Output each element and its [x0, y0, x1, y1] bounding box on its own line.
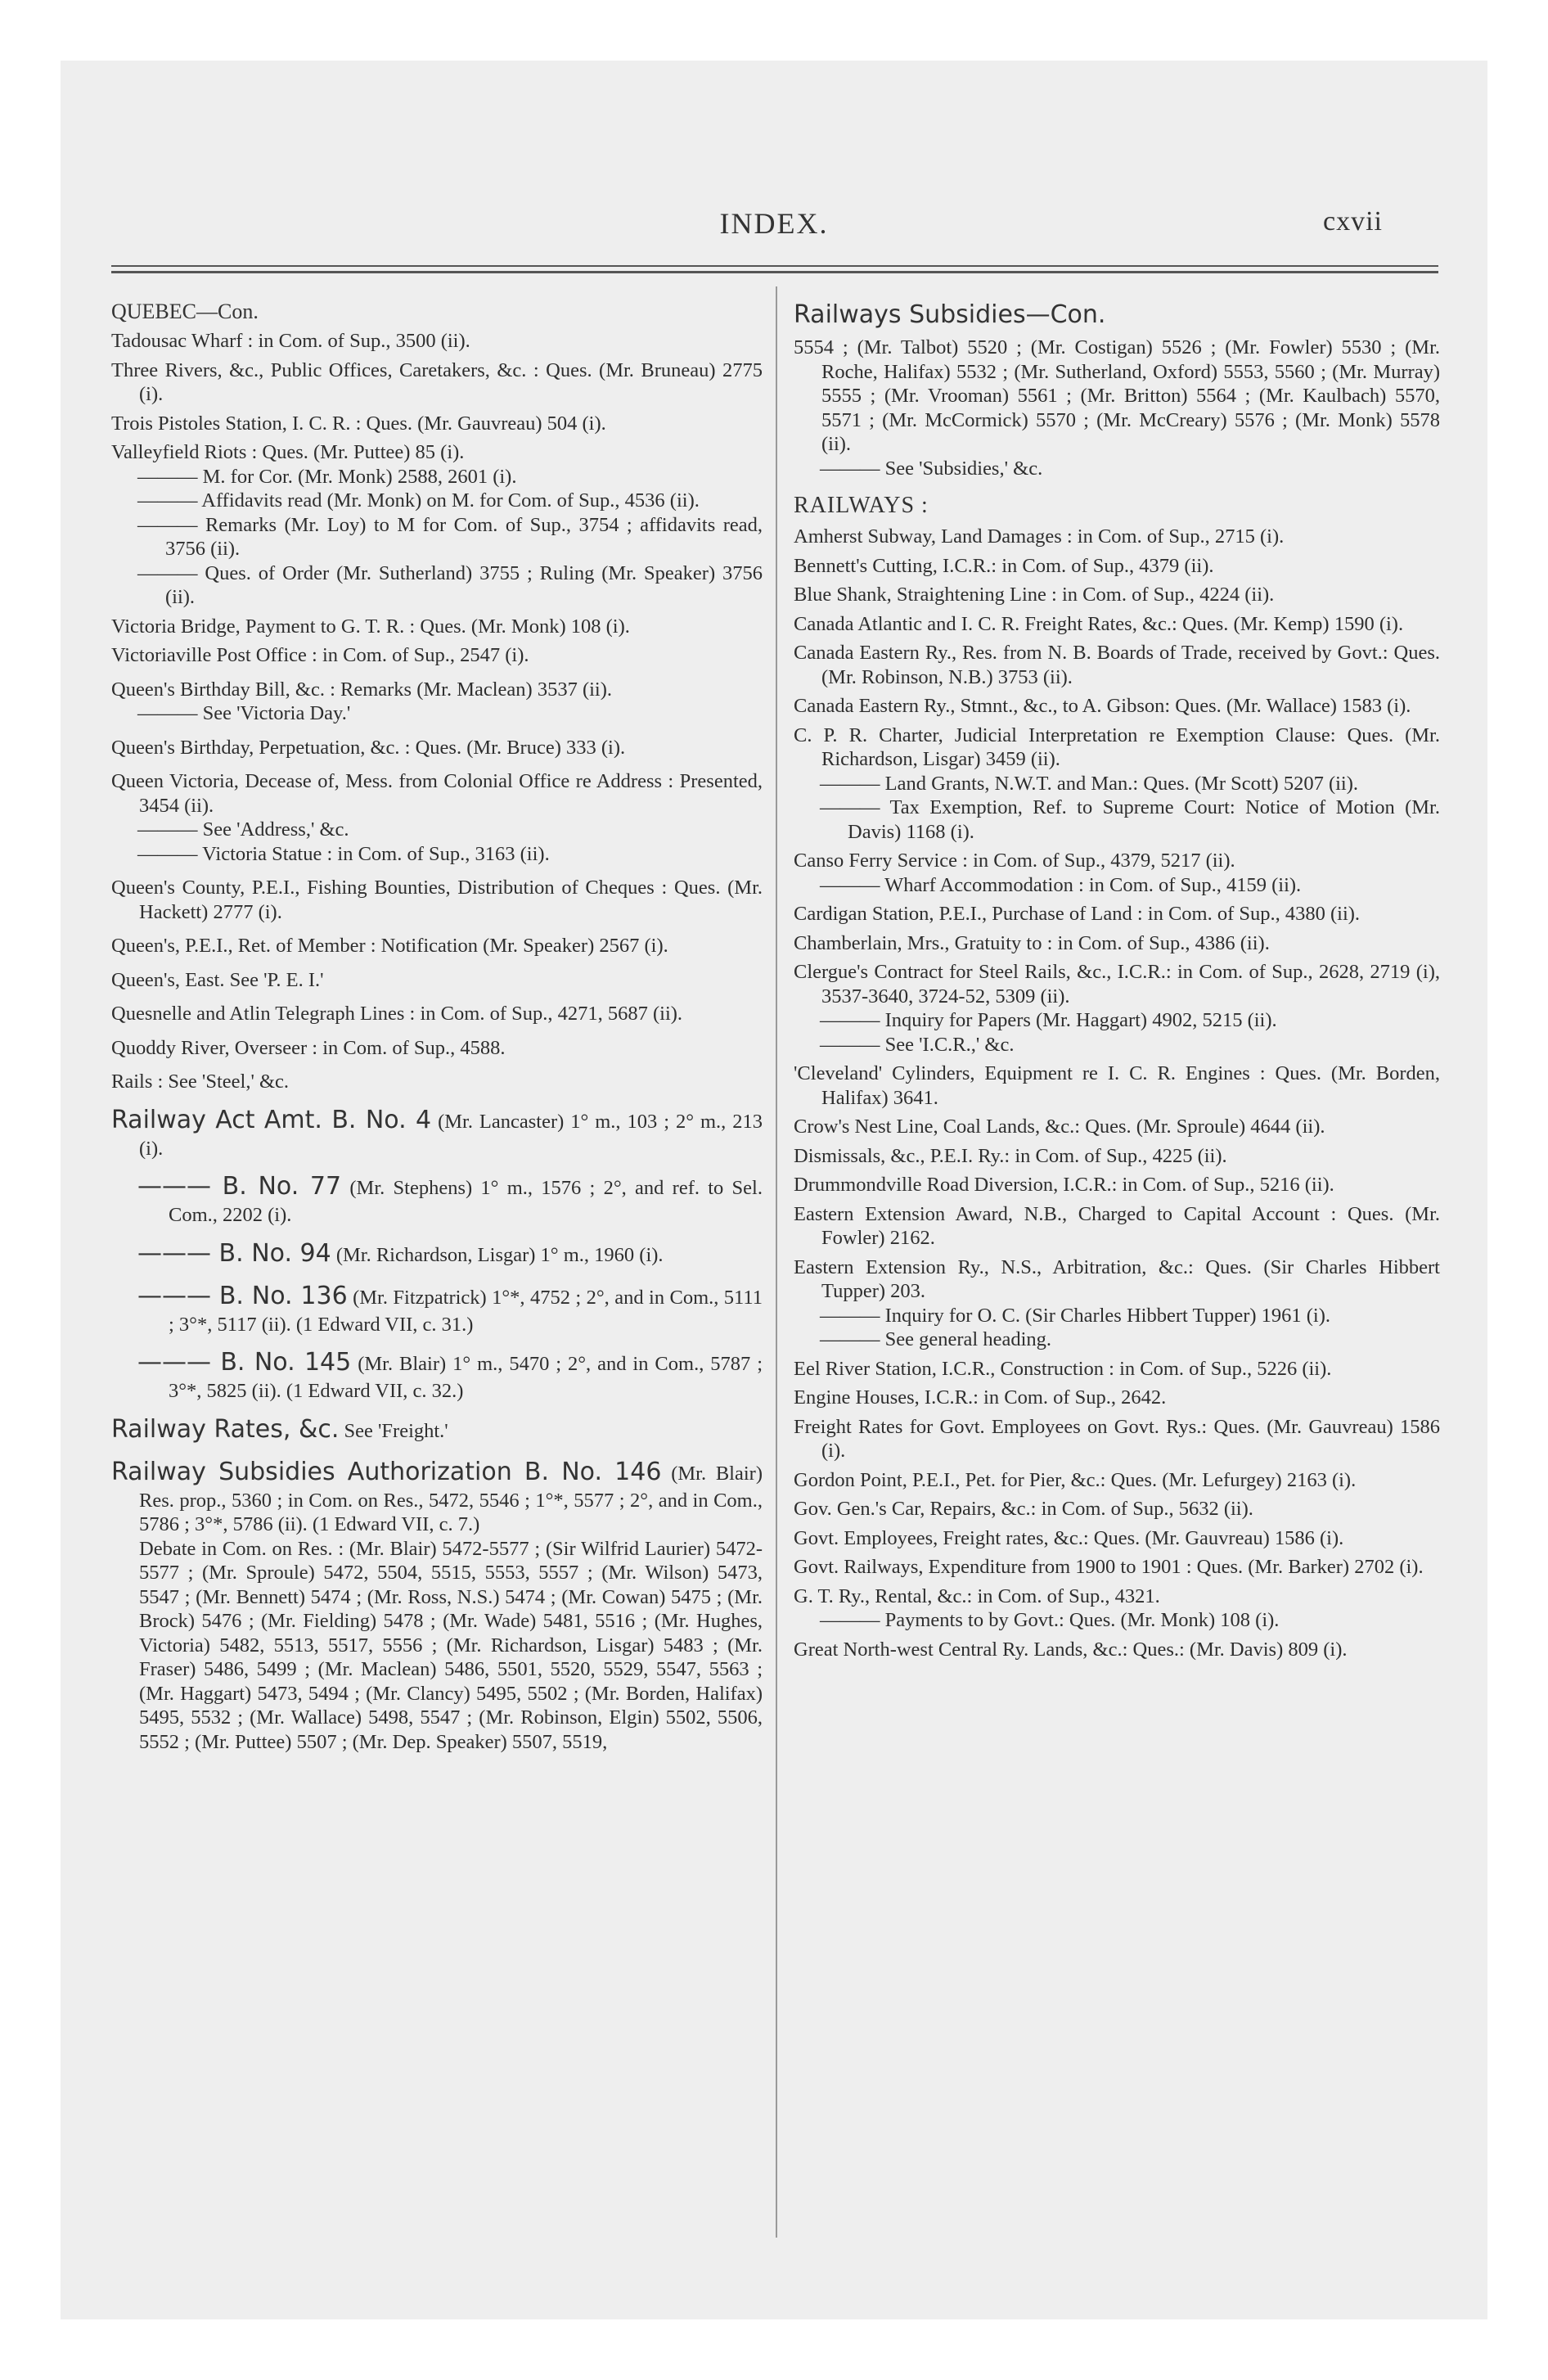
index-entry: Freight Rates for Govt. Employees on Govt. Rys.: Ques. (Mr. Gauvreau) 1586 (i). [794, 1415, 1440, 1462]
continuation-heading: Railways Subsidies—Con. [794, 300, 1106, 329]
entry-text: (Mr. Fitzpatrick) 1°*, 4752 ; 2°, and in Com., 5111 ; 3°*, 5117 (ii). (1 Edward VII, c. 31.) [169, 1286, 763, 1336]
section-heading: RAILWAYS : [794, 493, 929, 518]
index-entry: ——— See general heading. [820, 1328, 1052, 1350]
railway-index-entry [111, 1237, 763, 1270]
entry-heading: ——— B. No. 145 [137, 1348, 352, 1377]
index-entry: Bennett's Cutting, I.C.R.: in Com. of Sup., 4379 (ii). [794, 554, 1214, 577]
index-entry: Eel River Station, I.C.R., Construction : in Com. of Sup., 5226 (ii). [794, 1357, 1332, 1380]
index-entry: Canso Ferry Service : in Com. of Sup., 4379, 5217 (ii). [794, 850, 1235, 872]
index-entry: Clergue's Contract for Steel Rails, &c., I.C.R.: in Com. of Sup., 2628, 2719 (i), 3537-3640, 3724-52, 5309 (ii). [794, 961, 1440, 1007]
index-entry: ——— Ques. of Order (Mr. Sutherland) 3755 ; Ruling (Mr. Speaker) 3756 (ii). [137, 561, 763, 608]
index-entry: ——— Inquiry for Papers (Mr. Haggart) 4902, 5215 (ii). [820, 1009, 1277, 1031]
continuation-heading: QUEBEC—Con. [111, 300, 259, 323]
index-entry: ——— Land Grants, N.W.T. and Man.: Ques. (Mr Scott) 5207 (ii). [820, 772, 1358, 795]
index-entry: ——— See 'Subsidies,' &c. [820, 457, 1043, 480]
index-entry: ——— Remarks (Mr. Loy) to M for Com. of Sup., 3754 ; affidavits read, 3756 (ii). [137, 513, 763, 560]
page-number: cxvii [1323, 206, 1383, 237]
index-entry: Dismissals, &c., P.E.I. Ry.: in Com. of Sup., 4225 (ii). [794, 1144, 1227, 1167]
entry-text: See 'Freight.' [344, 1419, 448, 1442]
index-entry: Canada Eastern Ry., Res. from N. B. Boards of Trade, received by Govt.: Ques. (Mr. Robinson, N.B.) 3753 (ii). [794, 642, 1440, 688]
entry-text: (Mr. Stephens) 1° m., 1576 ; 2°, and ref. to Sel. Com., 2202 (i). [169, 1177, 763, 1226]
left-column [111, 300, 763, 2247]
index-entry: ——— Tax Exemption, Ref. to Supreme Court: Notice of Motion (Mr. Davis) 1168 (i). [820, 796, 1440, 843]
index-entry: Govt. Railways, Expenditure from 1900 to 1901 : Ques. (Mr. Barker) 2702 (i). [794, 1556, 1424, 1578]
index-entry: Gordon Point, P.E.I., Pet. for Pier, &c.: Ques. (Mr. Lefurgey) 2163 (i). [794, 1468, 1357, 1491]
header-rule-bottom [111, 271, 1438, 273]
index-entry: Queen's, East. See 'P. E. I.' [111, 968, 324, 991]
entry-heading: ——— B. No. 77 [137, 1172, 342, 1201]
index-entry: Trois Pistoles Station, I. C. R. : Ques. (Mr. Gauvreau) 504 (i). [111, 412, 606, 435]
entry-text: (Mr. Richardson, Lisgar) 1° m., 1960 (i). [335, 1243, 664, 1266]
entry-heading: Railway Rates, &c. [111, 1414, 340, 1444]
index-entry: Victoriaville Post Office : in Com. of Sup., 2547 (i). [111, 644, 529, 666]
index-entry: Rails : See 'Steel,' &c. [111, 1071, 290, 1093]
entry-heading: Railway Act Amt. B. No. 4 [111, 1105, 432, 1134]
entry-heading: ——— B. No. 94 [137, 1238, 331, 1268]
railway-index-entry [111, 1456, 763, 1537]
index-entry: ——— Inquiry for O. C. (Sir Charles Hibbert Tupper) 1961 (i). [820, 1304, 1331, 1327]
entry-heading: Railway Subsidies Authorization B. No. 146 [111, 1457, 662, 1486]
index-entry: Blue Shank, Straightening Line : in Com. of Sup., 4224 (ii). [794, 584, 1275, 606]
index-entry: Amherst Subway, Land Damages : in Com. of Sup., 2715 (i). [794, 525, 1285, 548]
index-entry: ——— See 'Victoria Day.' [137, 702, 351, 724]
entry-text: (Mr. Blair) Res. prop., 5360 ; in Com. on Res., 5472, 5546 ; 1°*, 5577 ; 2°, and in Com., 5786 ; 3°*, 5786 (ii). (1 Edward VII, c. 7.) [139, 1462, 763, 1535]
index-page [61, 61, 1487, 2319]
index-entry: Three Rivers, &c., Public Offices, Caretakers, &c. : Ques. (Mr. Bruneau) 2775 (i). [111, 358, 763, 405]
entry-heading: ——— B. No. 136 [137, 1281, 348, 1310]
index-entry: ——— Wharf Accommodation : in Com. of Sup., 4159 (ii). [820, 873, 1302, 896]
left-entries [111, 329, 763, 1094]
index-entry: Queen's Birthday Bill, &c. : Remarks (Mr. Maclean) 3537 (ii). [111, 678, 613, 701]
index-entry: G. T. Ry., Rental, &c.: in Com. of Sup., 4321. [794, 1584, 1160, 1607]
entry-text: (Mr. Blair) 1° m., 5470 ; 2°, and in Com., 5787 ; 3°*, 5825 (ii). (1 Edward VII, c. 32.) [169, 1353, 763, 1402]
index-entry: Queen's County, P.E.I., Fishing Bounties, Distribution of Cheques : Ques. (Mr. Hackett) 2777 (i). [111, 877, 763, 923]
right-column [794, 300, 1440, 2247]
header-rule-top [111, 265, 1438, 267]
index-entry: Quesnelle and Atlin Telegraph Lines : in Com. of Sup., 4271, 5687 (ii). [111, 1003, 683, 1025]
index-entry: Canada Eastern Ry., Stmnt., &c., to A. Gibson: Ques. (Mr. Wallace) 1583 (i). [794, 695, 1411, 717]
railway-index-entry [111, 1170, 763, 1228]
index-entry: C. P. R. Charter, Judicial Interpretation re Exemption Clause: Ques. (Mr. Richardson, Lisgar) 3459 (ii). [794, 723, 1440, 770]
index-entry: Eastern Extension Ry., N.S., Arbitration, &c.: Ques. (Sir Charles Hibbert Tupper) 203. [794, 1255, 1440, 1302]
index-entry: Cardigan Station, P.E.I., Purchase of Land : in Com. of Sup., 4380 (ii). [794, 903, 1361, 925]
index-entry: Engine Houses, I.C.R.: in Com. of Sup., 2642. [794, 1386, 1167, 1409]
index-entry: Queen's, P.E.I., Ret. of Member : Notification (Mr. Speaker) 2567 (i). [111, 935, 668, 957]
index-entry: Valleyfield Riots : Ques. (Mr. Puttee) 85 (i). [111, 441, 465, 463]
index-entry: ——— M. for Cor. (Mr. Monk) 2588, 2601 (i). [137, 465, 517, 488]
page-title: INDEX. [719, 207, 829, 240]
index-entry: ——— See 'I.C.R.,' &c. [820, 1033, 1015, 1056]
right-intro-entries [794, 336, 1440, 480]
index-entry: ——— See 'Address,' &c. [137, 818, 349, 841]
index-entry: Gov. Gen.'s Car, Repairs, &c.: in Com. of Sup., 5632 (ii). [794, 1498, 1253, 1520]
railway-index-entry [111, 1104, 763, 1161]
page-header [61, 206, 1487, 250]
index-entry: Crow's Nest Line, Coal Lands, &c.: Ques. (Mr. Sproule) 4644 (ii). [794, 1116, 1325, 1138]
entry-text: (Mr. Lancaster) 1° m., 103 ; 2° m., 213 (i). [139, 1110, 763, 1160]
railway-index-entry [111, 1280, 763, 1337]
railway-entries [111, 1104, 763, 1537]
right-entries [794, 525, 1440, 1661]
column-divider [776, 286, 777, 2238]
index-entry: ——— Affidavits read (Mr. Monk) on M. for Com. of Sup., 4536 (ii). [137, 489, 700, 512]
index-entry: Quoddy River, Overseer : in Com. of Sup., 4588. [111, 1036, 506, 1059]
index-entry: Victoria Bridge, Payment to G. T. R. : Ques. (Mr. Monk) 108 (i). [111, 615, 630, 638]
index-entry: ——— Victoria Statue : in Com. of Sup., 3163 (ii). [137, 842, 550, 865]
index-entry: Great North-west Central Ry. Lands, &c.: Ques.: (Mr. Davis) 809 (i). [794, 1638, 1348, 1661]
index-entry: Govt. Employees, Freight rates, &c.: Ques. (Mr. Gauvreau) 1586 (i). [794, 1526, 1344, 1549]
index-entry: Chamberlain, Mrs., Gratuity to : in Com. of Sup., 4386 (ii). [794, 931, 1270, 954]
index-entry: Eastern Extension Award, N.B., Charged to Capital Account : Ques. (Mr. Fowler) 2162. [794, 1202, 1440, 1249]
index-entry: Queen Victoria, Decease of, Mess. from Colonial Office re Address : Presented, 3454 (ii). [111, 770, 763, 817]
index-entry: 5554 ; (Mr. Talbot) 5520 ; (Mr. Costigan) 5526 ; (Mr. Fowler) 5530 ; (Mr. Roche, Halifax) 5532 ; (Mr. Sutherland, Oxford) 5553, 5560 ; (Mr. Murray) 5555 ; (Mr. Vrooman) 5561 ; (Mr. Britton) 5564 ; (Mr. Kaulbach) 5570, 5571 ; (Mr. McCormick) 5570 ; (Mr. McCreary) 5576 ; (Mr. Monk) 5578 (ii). [794, 336, 1440, 455]
index-entry: Drummondville Road Diversion, I.C.R.: in Com. of Sup., 5216 (ii). [794, 1174, 1334, 1196]
index-entry: Queen's Birthday, Perpetuation, &c. : Ques. (Mr. Bruce) 333 (i). [111, 736, 626, 759]
index-entry: Tadousac Wharf : in Com. of Sup., 3500 (ii). [111, 330, 470, 352]
debate-entry: Debate in Com. on Res. : (Mr. Blair) 5472-5577 ; (Sir Wilfrid Laurier) 5472-5577 ; (Mr. Sproule) 5472, 5504, 5515, 5553, 5557 ; (Mr. Wilson) 5473, 5547 ; (Mr. Bennett) 5474 ; (Mr. Ross, N.S.) 5474 ; (Mr. Cowan) 5475 ; (Mr. Brock) 5476 ; (Mr. Fielding) 5478 ; (Mr. Wade) 5481, 5516 ; (Mr. Hughes, Victoria) 5482, 5513, 5517, 5556 ; (Mr. Richardson, Lisgar) 5483 ; (Mr. Fraser) 5486, 5499 ; (Mr. Maclean) 5486, 5501, 5520, 5529, 5547, 5563 ; (Mr. Haggart) 5473, 5494 ; (Mr. Clancy) 5495, 5502 ; (Mr. Borden, Halifax) 5495, 5532 ; (Mr. Wallace) 5498, 5547 ; (Mr. Robinson, Elgin) 5502, 5506, 5552 ; (Mr. Puttee) 5507 ; (Mr. Dep. Speaker) 5507, 5519, [139, 1537, 763, 1753]
index-entry: 'Cleveland' Cylinders, Equipment re I. C. R. Engines : Ques. (Mr. Borden, Halifax) 3641. [794, 1062, 1440, 1109]
railway-index-entry [111, 1413, 763, 1446]
index-entry: Canada Atlantic and I. C. R. Freight Rates, &c.: Ques. (Mr. Kemp) 1590 (i). [794, 612, 1404, 635]
index-entry: ——— Payments to by Govt.: Ques. (Mr. Monk) 108 (i). [820, 1609, 1280, 1631]
railway-index-entry [111, 1346, 763, 1404]
